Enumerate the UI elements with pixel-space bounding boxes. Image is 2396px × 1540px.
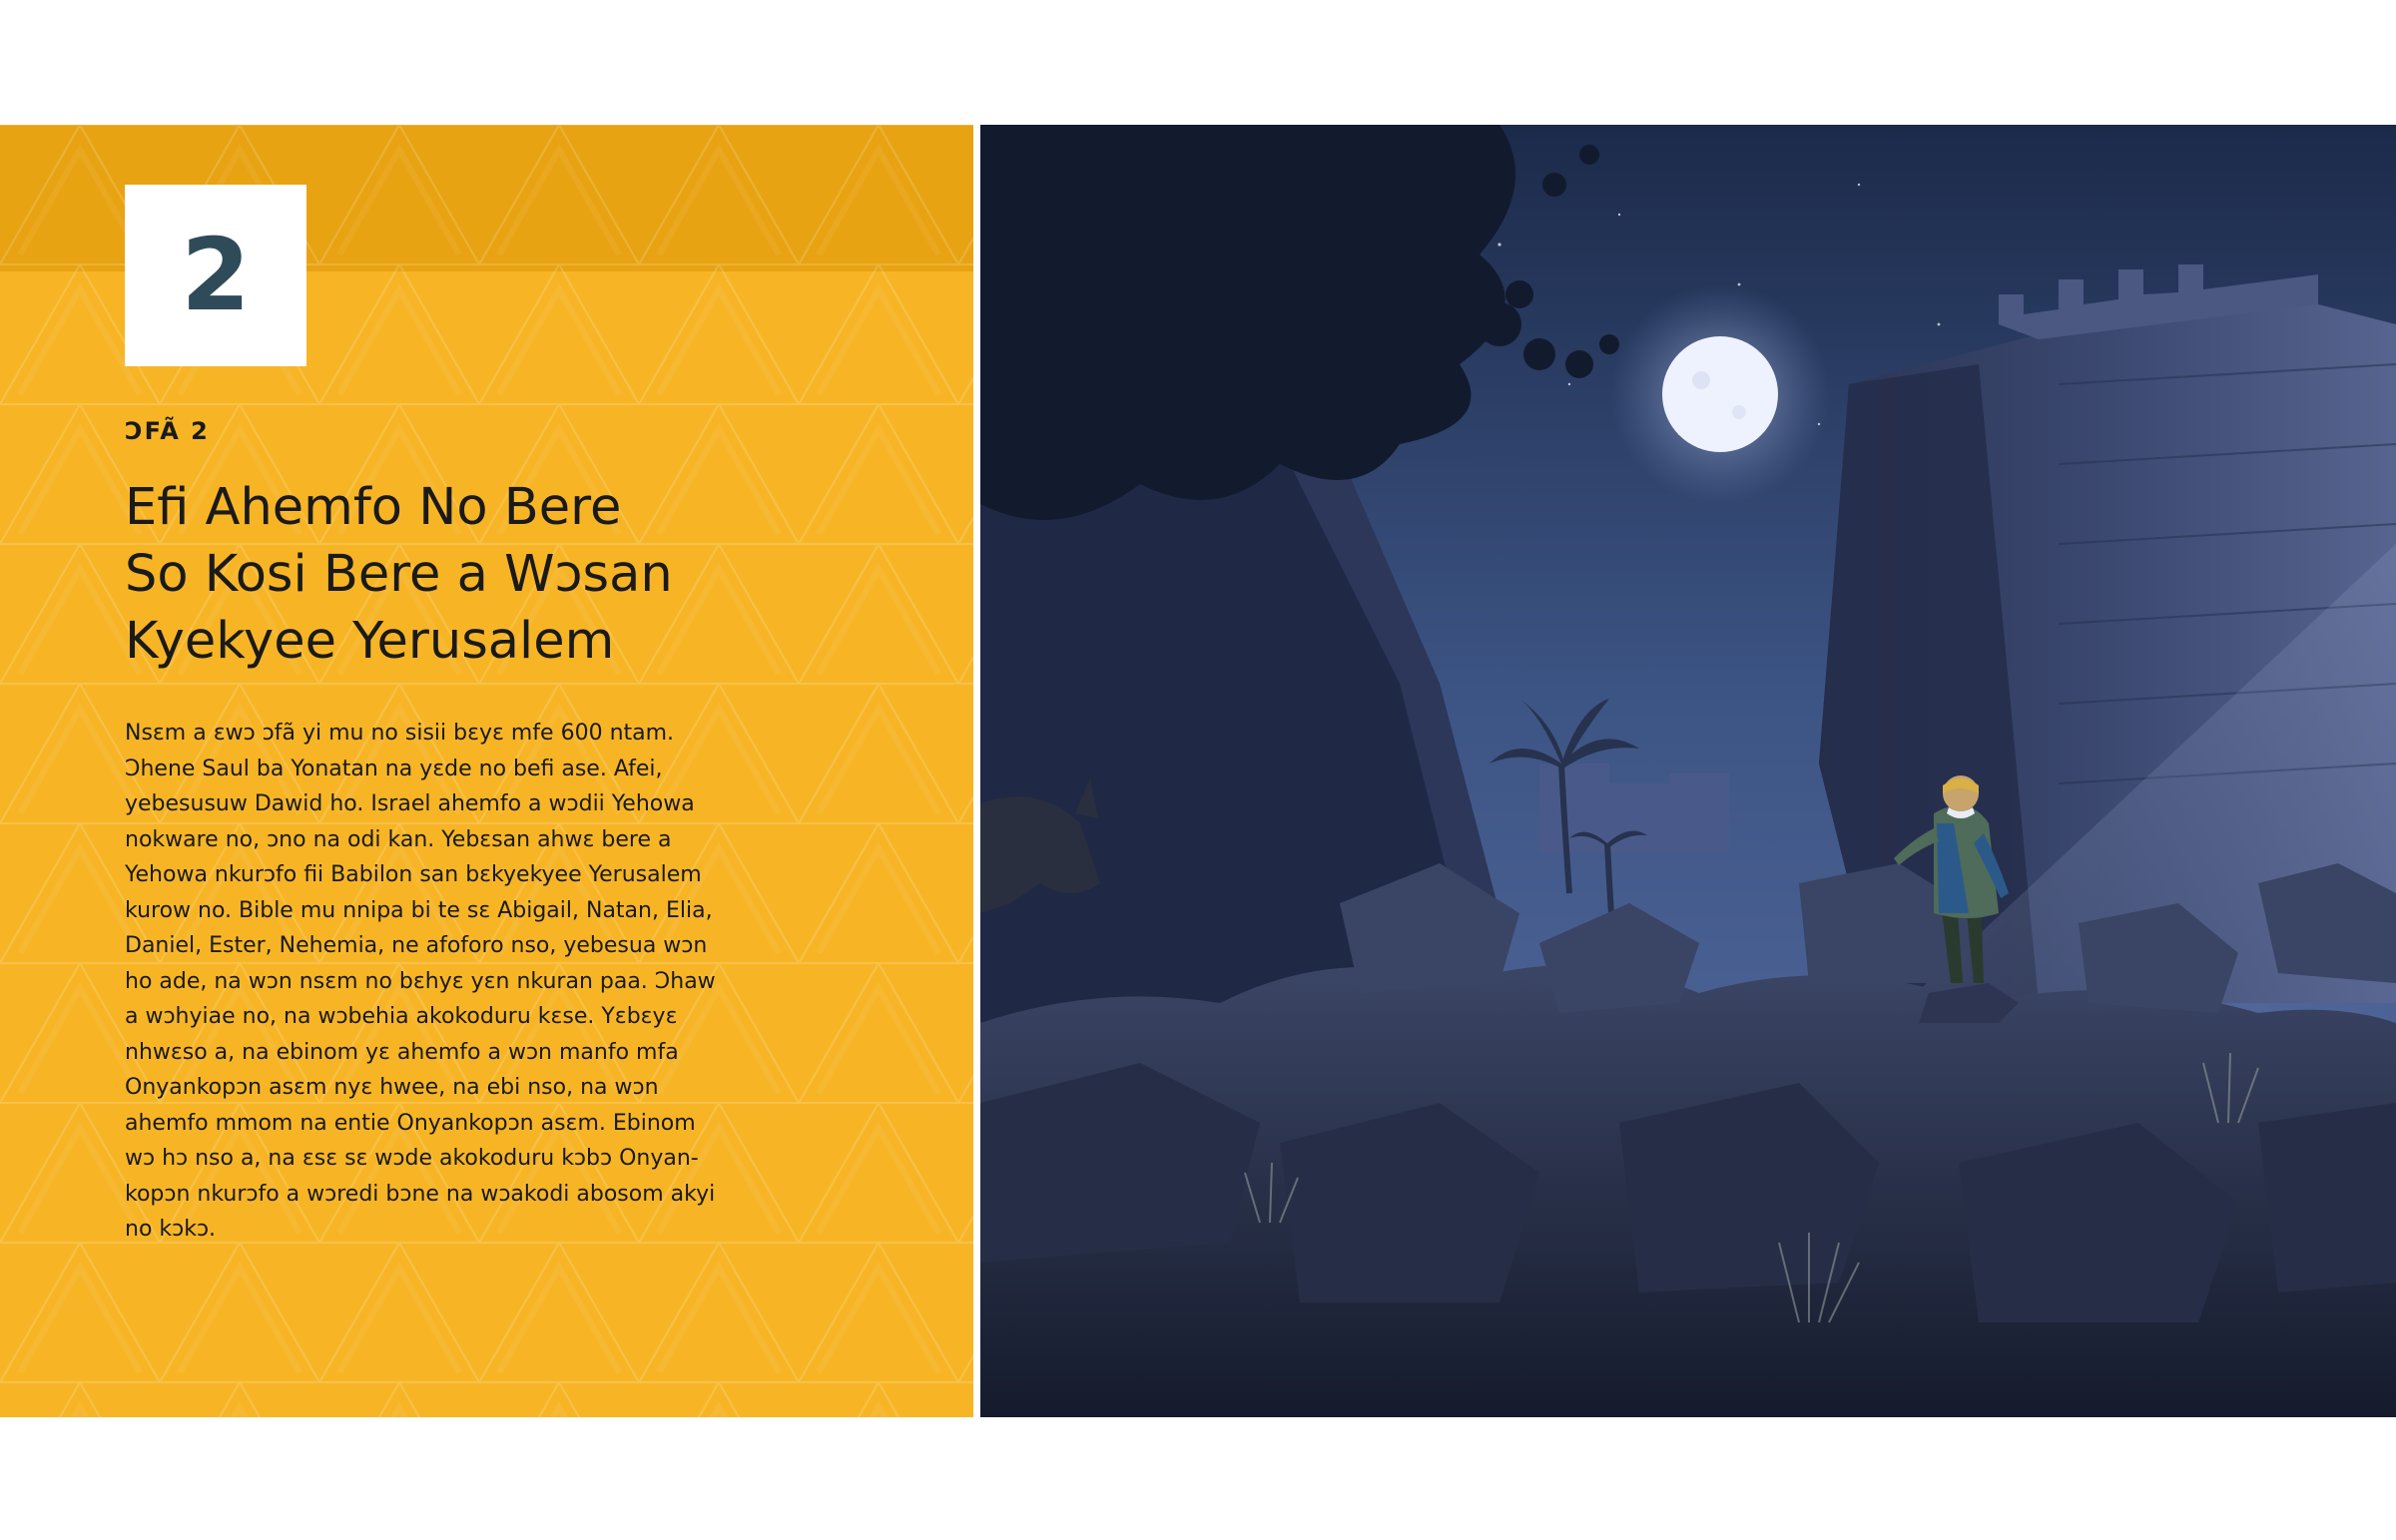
chapter-number-badge: [125, 185, 306, 366]
chapter-title: [125, 474, 884, 675]
chapter-intro-panel: [0, 125, 973, 1417]
title-line: Kyekyee Yerusalem: [125, 612, 615, 671]
body-line: kopɔn nkurɔfo a wɔredi bɔne na wɔakodi abosom akyi: [125, 1181, 716, 1207]
body-line: Nsɛm a ɛwɔ ɔfã yi mu no sisii bɛyɛ mfe 600 ntam.: [125, 721, 675, 746]
body-line: ho ade, na wɔn nsɛm no bɛhyɛ yɛn nkuran paa. Ɔhaw: [125, 968, 716, 994]
body-line: Ɔhene Saul ba Yonatan na yɛde no befi ase. Afei,: [125, 756, 663, 781]
page-spread: [0, 125, 2396, 1417]
chapter-intro-text: [125, 716, 724, 1248]
body-line: kurow no. Bible mu nnipa bi te sɛ Abigail, Natan, Elia,: [125, 897, 713, 923]
body-line: nhwɛso a, na ebinom yɛ ahemfo a wɔn manfo mfa: [125, 1039, 679, 1065]
title-line: Efi Ahemfo No Bere: [125, 478, 622, 537]
page-gutter: [973, 125, 980, 1417]
chapter-kicker: ƆFÃ 2: [125, 417, 210, 445]
body-line: Onyankopɔn asɛm nyɛ hwee, na ebi nso, na wɔn: [125, 1075, 659, 1100]
body-line: yebesusuw Dawid ho. Israel ahemfo a wɔdii Yehowa: [125, 791, 695, 816]
body-line: wɔ hɔ nso a, na ɛsɛ sɛ wɔde akokoduru kɔbɔ Onyan-: [125, 1146, 699, 1171]
night-scene-illustration-icon: [980, 125, 2396, 1417]
body-line: no kɔkɔ.: [125, 1217, 217, 1242]
body-line: Yehowa nkurɔfo fii Babilon san bɛkyekyee Yerusalem: [125, 862, 702, 887]
body-line: Daniel, Ester, Nehemia, ne afoforo nso, yebesua wɔn: [125, 933, 708, 958]
chapter-number: 2: [181, 217, 251, 333]
title-line: So Kosi Bere a Wɔsan: [125, 545, 673, 604]
body-line: ahemfo mmom na entie Onyankopɔn asɛm. Ebinom: [125, 1110, 696, 1136]
body-line: nokware no, ɔno na odi kan. Yebɛsan ahwɛ bere a: [125, 826, 672, 852]
body-line: a wɔhyiae no, na wɔbehia akokoduru kɛse. Yɛbɛyɛ: [125, 1004, 678, 1029]
